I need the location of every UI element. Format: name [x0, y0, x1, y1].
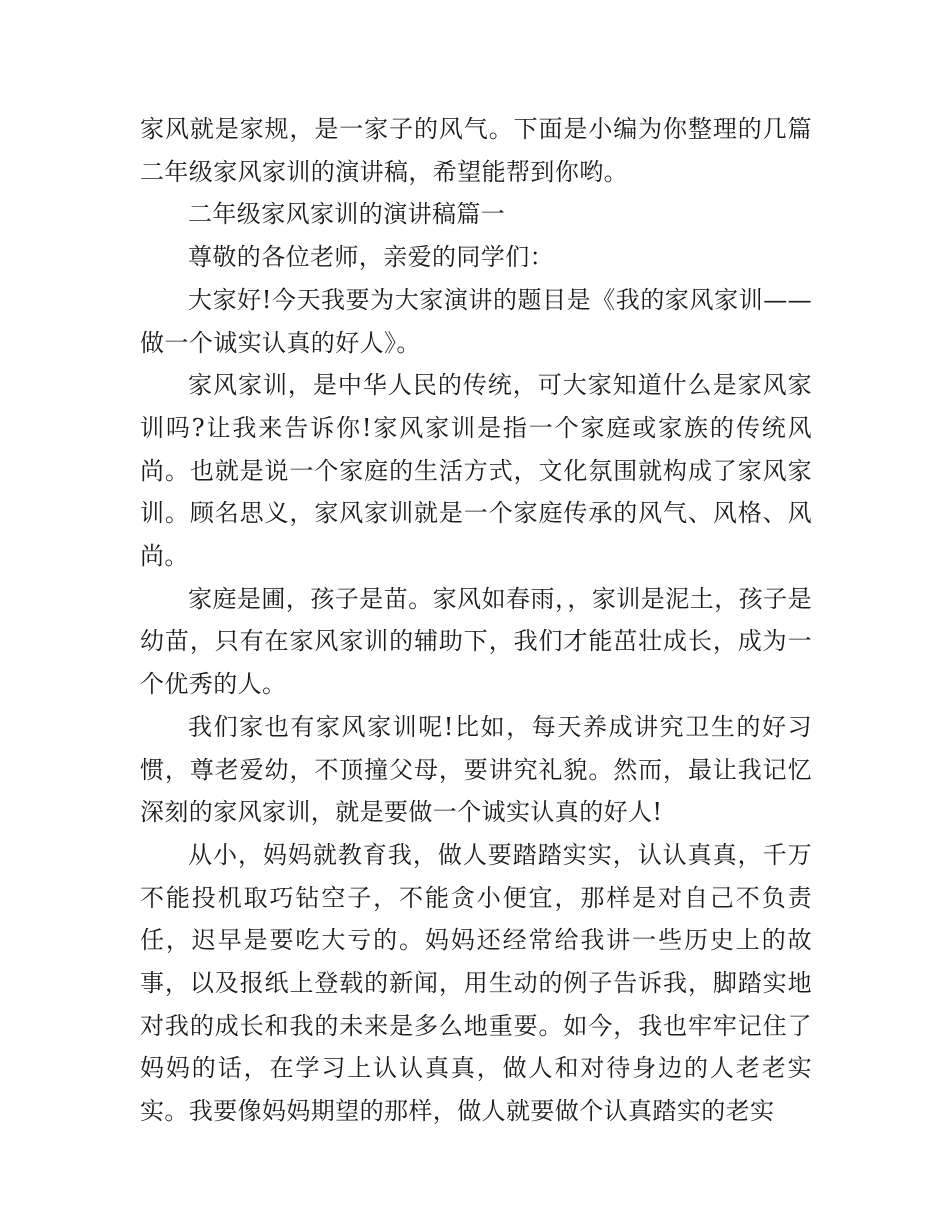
document-body — [140, 108, 812, 1133]
family-rules-paragraph: 我们家也有家风家训呢!比如，每天养成讲究卫生的好习惯，尊老爱幼，不顶撞父母，要讲究礼貌。然而，最让我记忆深刻的家风家训，就是要做一个诚实认真的好人! — [140, 712, 812, 827]
definition-paragraph: 家风家训，是中华人民的传统，可大家知道什么是家风家训吗?让我来告诉你!家风家训是指一个家庭或家族的传统风尚。也就是说一个家庭的生活方式，文化氛围就构成了家风家训。顾名思义，家风家训就是一个家庭传承的风气、风格、风尚。 — [140, 371, 812, 571]
mother-teaching-paragraph: 从小，妈妈就教育我，做人要踏踏实实，认认真真，千万不能投机取巧钻空子，不能贪小便宜，那样是对自己不负责任，迟早是要吃大亏的。妈妈还经常给我讲一些历史上的故事，以及报纸上登载的新闻，用生动的例子告诉我，脚踏实地对我的成长和我的未来是多么地重要。如今，我也牢牢记住了妈妈的话，在学习上认认真真，做人和对待身边的人老老实实。我要像妈妈期望的那样，做人就要做个认真踏实的老实 — [140, 840, 812, 1126]
intro-paragraph: 家风就是家规，是一家子的风气。下面是小编为你整理的几篇二年级家风家训的演讲稿，希望能帮到你哟。 — [140, 115, 812, 186]
salutation: 尊敬的各位老师，亲爱的同学们： — [188, 243, 554, 272]
speech-title: 二年级家风家训的演讲稿篇一 — [188, 200, 506, 229]
opening-paragraph: 大家好!今天我要为大家演讲的题目是《我的家风家训——做一个诚实认真的好人》。 — [140, 285, 812, 357]
metaphor-paragraph: 家庭是圃，孩子是苗。家风如春雨，，家训是泥土，孩子是幼苗，只有在家风家训的辅助下，我们才能茁壮成长，成为一个优秀的人。 — [140, 584, 812, 699]
